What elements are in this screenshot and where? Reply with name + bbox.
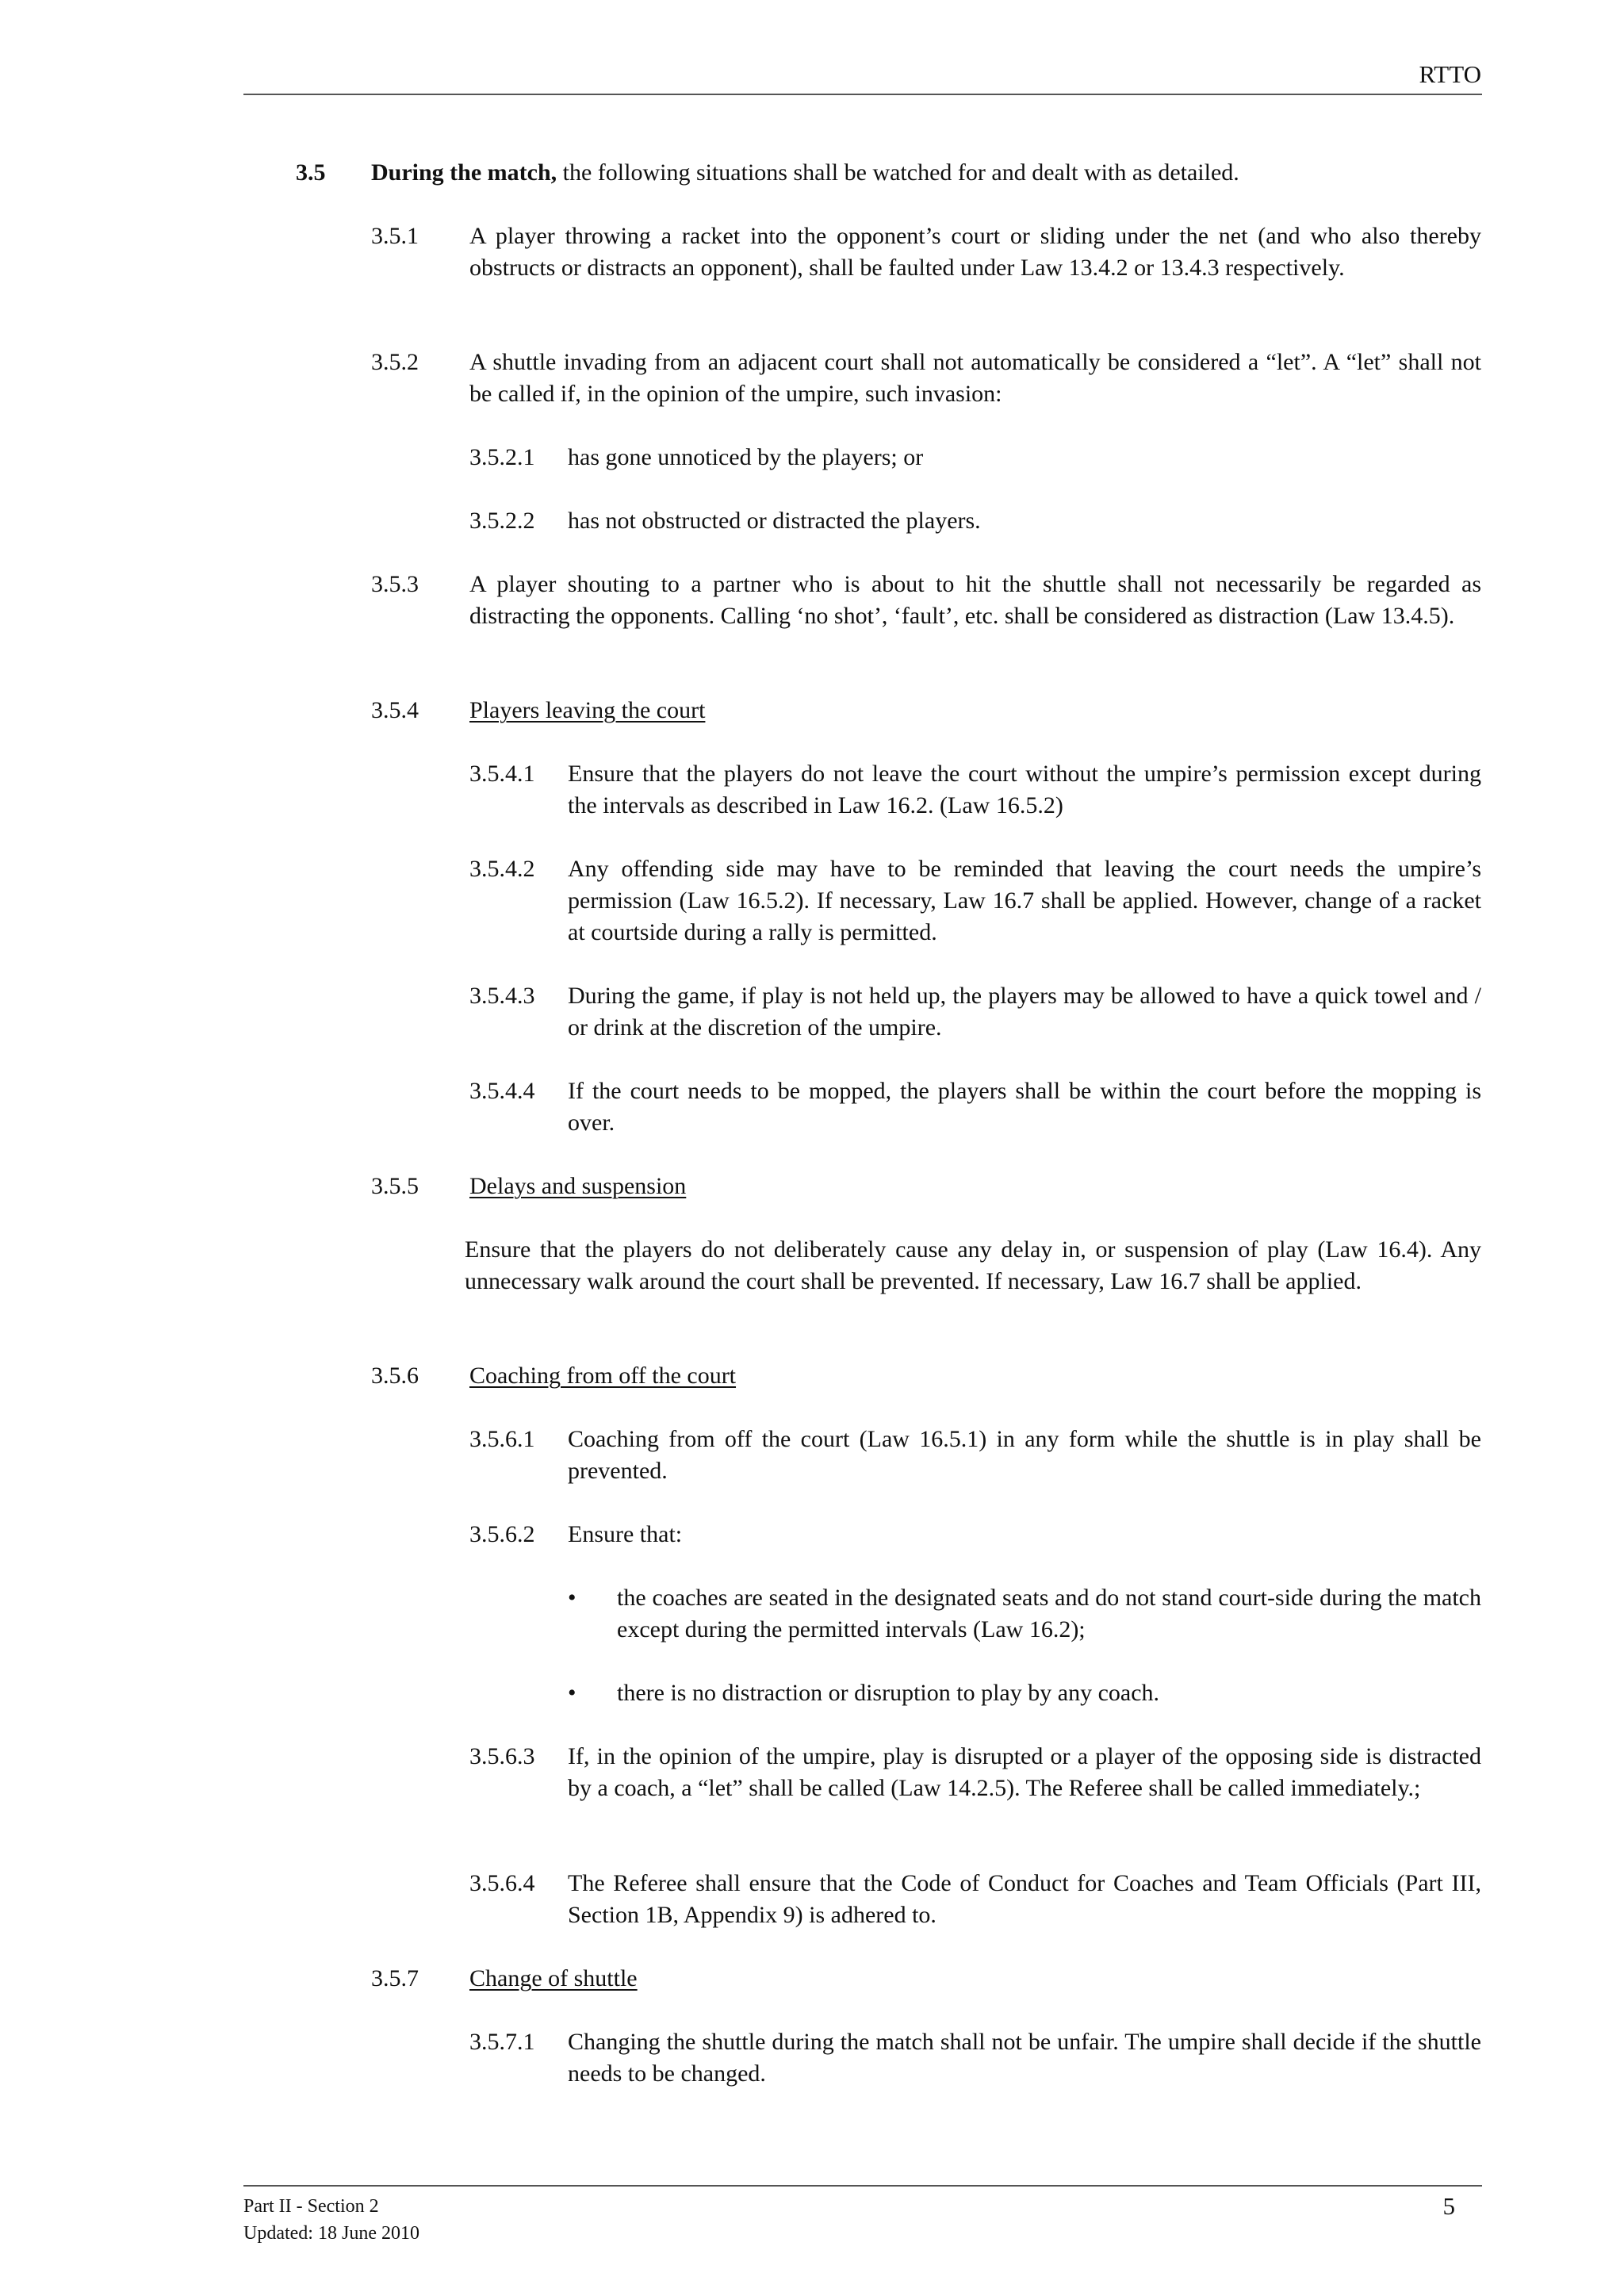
clause-heading-players-leaving: Players leaving the court [469, 697, 706, 723]
subclause-text: Any offending side may have to be reminded that leaving the court needs the umpire’s permission (Law 16.5.2). If necessary, Law 16.7 shall be applied. However, change of a racket at courtside during a rally is permitted. [568, 856, 1481, 945]
clause-heading-coaching: Coaching from off the court [469, 1363, 737, 1389]
clause-number: 3.5.4 [371, 697, 419, 723]
footer-section: Part II - Section 2 [243, 2196, 379, 2217]
clause-number: 3.5.2 [371, 349, 419, 375]
clause-text: A player throwing a racket into the opponent’s court or sliding under the net (and who also thereby obstructs or distracts an opponent), shall be faulted under Law 13.4.2 or 13.4.3 respectively. [469, 223, 1481, 281]
clause-number: 3.5.6 [371, 1363, 419, 1389]
subclause-number: 3.5.4.4 [469, 1078, 535, 1104]
clause-number: 3.5.1 [371, 223, 419, 249]
subclause-number: 3.5.4.1 [469, 761, 535, 787]
bullet-text: the coaches are seated in the designated seats and do not stand court-side during the match except during the permitted intervals (Law 16.2); [617, 1585, 1481, 1642]
subclause-number: 3.5.4.3 [469, 983, 535, 1009]
subclause-text: If, in the opinion of the umpire, play is disrupted or a player of the opposing side is distracted by a coach, a “let” shall be called (Law 14.2.5). The Referee shall be called immediately.; [568, 1743, 1481, 1801]
footer-updated: Updated: 18 June 2010 [243, 2223, 419, 2244]
bullet-icon: • [568, 1585, 576, 1611]
subclause-text: Coaching from off the court (Law 16.5.1) in any form while the shuttle is in play shall be prevented. [568, 1426, 1481, 1484]
subclause-number: 3.5.2.2 [469, 508, 535, 534]
subclause-number: 3.5.6.4 [469, 1870, 535, 1896]
running-header: RTTO [1419, 60, 1481, 88]
clause-number: 3.5.7 [371, 1965, 419, 1991]
subclause-text: The Referee shall ensure that the Code of Conduct for Coaches and Team Officials (Part III, Section 1B, Appendix 9) is adhered to. [568, 1870, 1481, 1928]
bullet-text: there is no distraction or disruption to play by any coach. [617, 1680, 1160, 1706]
section-number: 3.5 [296, 159, 326, 186]
section-intro: the following situations shall be watched for and dealt with as detailed. [557, 159, 1239, 186]
section-heading: During the match, [371, 159, 557, 186]
section-title-line [371, 157, 1481, 189]
bullet-icon: • [568, 1680, 576, 1706]
subclause-text: has gone unnoticed by the players; or [568, 444, 924, 470]
subclause-text: During the game, if play is not held up, the players may be allowed to have a quick towel and / or drink at the discretion of the umpire. [568, 983, 1481, 1041]
subclause-text: Ensure that the players do not leave the court without the umpire’s permission except during the intervals as described in Law 16.2. (Law 16.5.2) [568, 761, 1481, 818]
subclause-number: 3.5.2.1 [469, 444, 535, 470]
subclause-number: 3.5.4.2 [469, 856, 535, 882]
clause-paragraph: Ensure that the players do not deliberately cause any delay in, or suspension of play (Law 16.4). Any unnecessary walk around the court shall be prevented. If necessary, Law 16.7 shall be applied. [465, 1236, 1481, 1294]
footer-rule [243, 2185, 1482, 2187]
subclause-text: Ensure that: [568, 1521, 683, 1547]
clause-text: A player shouting to a partner who is about to hit the shuttle shall not necessarily be regarded as distracting the opponents. Calling ‘no shot’, ‘fault’, etc. shall be considered as distraction (Law 13.4.5). [469, 571, 1481, 629]
page-number: 5 [1442, 2192, 1455, 2220]
subclause-text: If the court needs to be mopped, the players shall be within the court before the mopping is over. [568, 1078, 1481, 1136]
subclause-number: 3.5.7.1 [469, 2029, 535, 2055]
subclause-text: Changing the shuttle during the match shall not be unfair. The umpire shall decide if the shuttle needs to be changed. [568, 2029, 1481, 2087]
clause-number: 3.5.5 [371, 1173, 419, 1199]
subclause-number: 3.5.6.2 [469, 1521, 535, 1547]
header-rule [243, 94, 1482, 95]
clause-heading-delays: Delays and suspension [469, 1173, 687, 1199]
subclause-text: has not obstructed or distracted the players. [568, 508, 981, 534]
subclause-number: 3.5.6.1 [469, 1426, 535, 1452]
subclause-number: 3.5.6.3 [469, 1743, 535, 1769]
clause-heading-change-shuttle: Change of shuttle [469, 1965, 638, 1991]
clause-number: 3.5.3 [371, 571, 419, 597]
clause-text: A shuttle invading from an adjacent court shall not automatically be considered a “let”. A “let” shall not be called if, in the opinion of the umpire, such invasion: [469, 349, 1481, 407]
